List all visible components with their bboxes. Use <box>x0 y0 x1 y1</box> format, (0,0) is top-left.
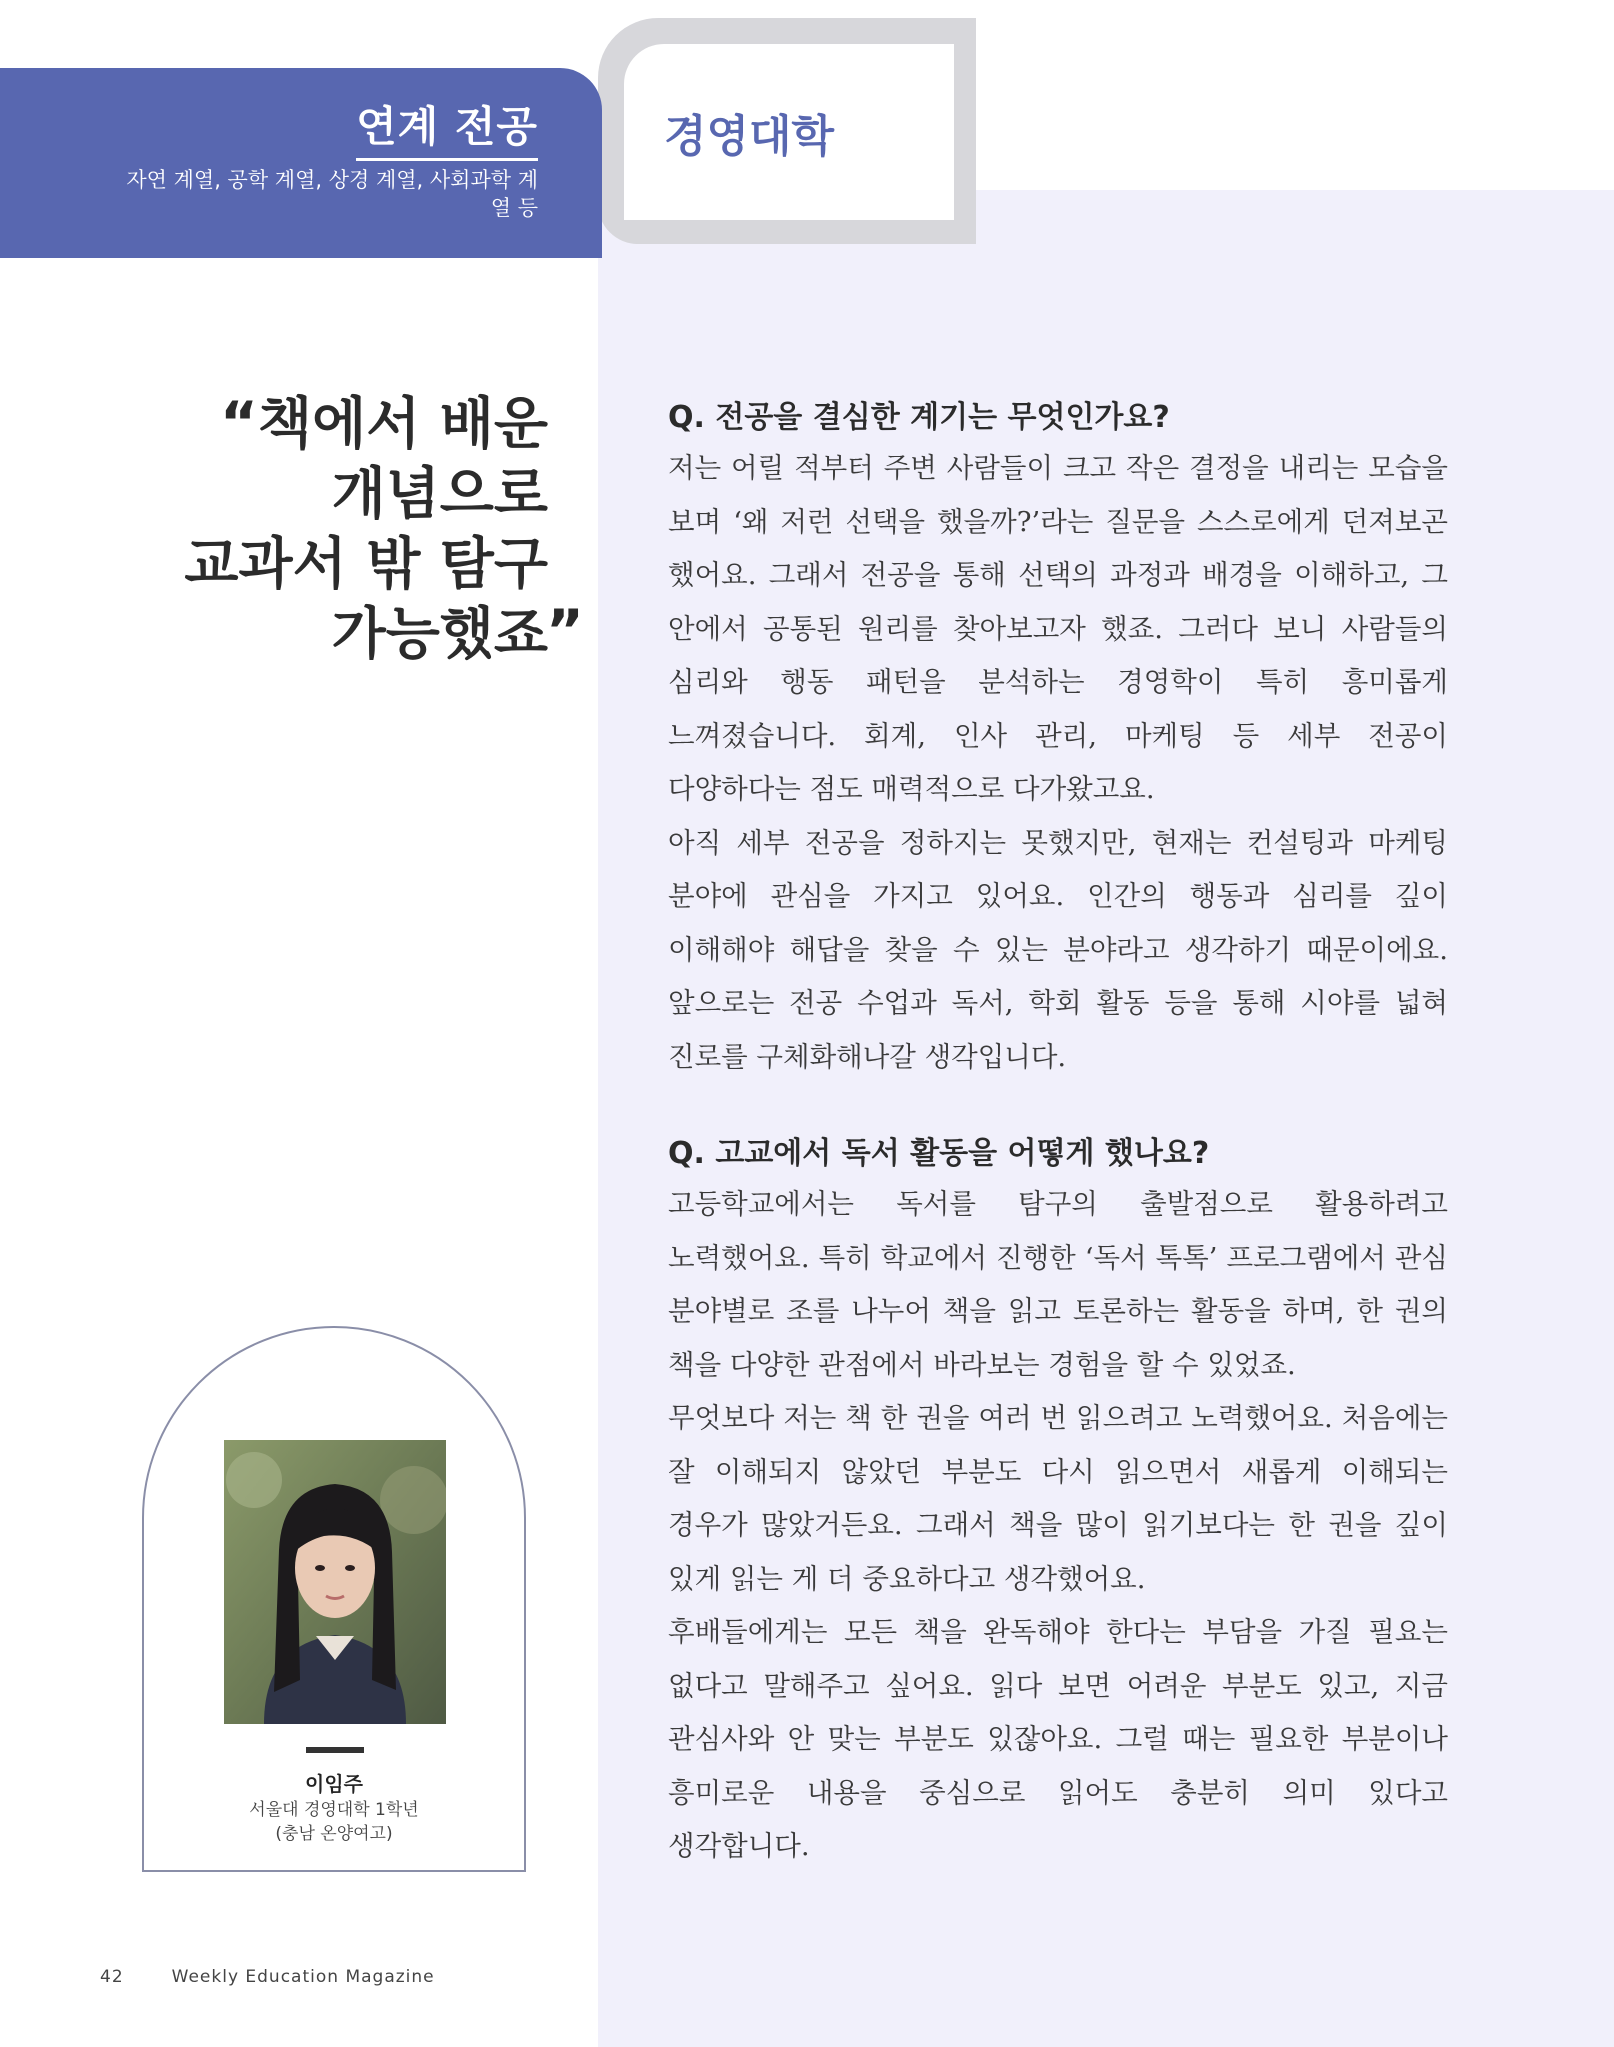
quote-line: 가능했죠 <box>331 602 548 667</box>
quote-line: 교과서 밖 탐구 <box>184 532 548 597</box>
student-name: 이임주 <box>305 1772 363 1796</box>
answer-1-paragraph-2: 아직 세부 전공을 정하지는 못했지만, 현재는 컨설팅과 마케팅 분야에 관심을 가지고 있어요. 인간의 행동과 심리를 깊이 이해해야 해답을 찾을 수 있는 분야라고 생각하기 때문이에요. 앞으로는 전공 수업과 독서, 학회 활동 등을 통해 시야를 넓혀 진로를 구체화해나갈 생각입니다. <box>668 826 1448 1073</box>
student-affiliation <box>142 1798 526 1846</box>
related-majors-title: 연계 전공 <box>356 94 538 161</box>
quote-line: “책에서 배운 <box>219 389 548 457</box>
answer-2-paragraph-3: 후배들에게는 모든 책을 완독해야 한다는 부담을 가질 필요는 없다고 말해주고 싶어요. 읽다 보면 어려운 부분도 있고, 지금 관심사와 안 맞는 부분도 있잖아요. 그럴 때는 필요한 부분이나 흥미로운 내용을 중심으로 읽어도 충분히 의미 있다고 생각합니다. <box>668 1616 1448 1862</box>
magazine-name: Weekly Education Magazine <box>171 1967 435 1987</box>
pull-quote <box>128 388 584 670</box>
related-majors-band <box>0 68 602 258</box>
answer-1-paragraph-1: 저는 어릴 적부터 주변 사람들이 크고 작은 결정을 내리는 모습을 보며 ‘왜 저런 선택을 했을까?’라는 질문을 스스로에게 던져보곤 했어요. 그래서 전공을 통해 선택의 과정과 배경을 이해하고, 그 안에서 공통된 원리를 찾아보고자 했죠. 그러다 보니 사람들의 심리와 행동 패턴을 분석하는 경영학이 특히 흥미롭게 느껴졌습니다. 회계, 인사 관리, 마케팅 등 세부 전공이 다양하다는 점도 매력적으로 다가왔고요. <box>668 452 1448 805</box>
close-quote-mark: ” <box>545 597 584 665</box>
question-1: Q. 전공을 결심한 계기는 무엇인가요? <box>668 400 1170 435</box>
question-2: Q. 고교에서 독서 활동을 어떻게 했나요? <box>668 1136 1210 1171</box>
related-majors-list: 자연 계열, 공학 계열, 상경 계열, 사회과학 계열 등 <box>126 168 538 220</box>
answer-2-paragraph-1: 고등학교에서는 독서를 탐구의 출발점으로 활용하려고 노력했어요. 특히 학교에서 진행한 ‘독서 톡톡’ 프로그램에서 관심 분야별로 조를 나누어 책을 읽고 토론하는 활동을 하며, 한 권의 책을 다양한 관점에서 바라보는 경험을 할 수 있었죠. <box>668 1188 1448 1381</box>
student-high-school: (충남 온양여고) <box>275 1824 393 1844</box>
college-label: 경영대학 <box>664 111 835 162</box>
page-number: 42 <box>100 1967 124 1987</box>
student-photo <box>224 1440 446 1724</box>
student-school: 서울대 경영대학 1학년 <box>249 1800 419 1820</box>
page-footer <box>100 1967 435 1987</box>
name-divider <box>306 1747 364 1753</box>
quote-line: 개념으로 <box>331 462 548 527</box>
answer-2-paragraph-2: 무엇보다 저는 책 한 권을 여러 번 읽으려고 노력했어요. 처음에는 잘 이해되지 않았던 부분도 다시 읽으면서 새롭게 이해되는 경우가 많았거든요. 그래서 책을 많이 읽기보다는 한 권을 깊이 있게 읽는 게 더 중요하다고 생각했어요. <box>668 1402 1448 1595</box>
open-quote-mark: “ <box>219 389 259 457</box>
interview-body <box>668 392 1448 1874</box>
